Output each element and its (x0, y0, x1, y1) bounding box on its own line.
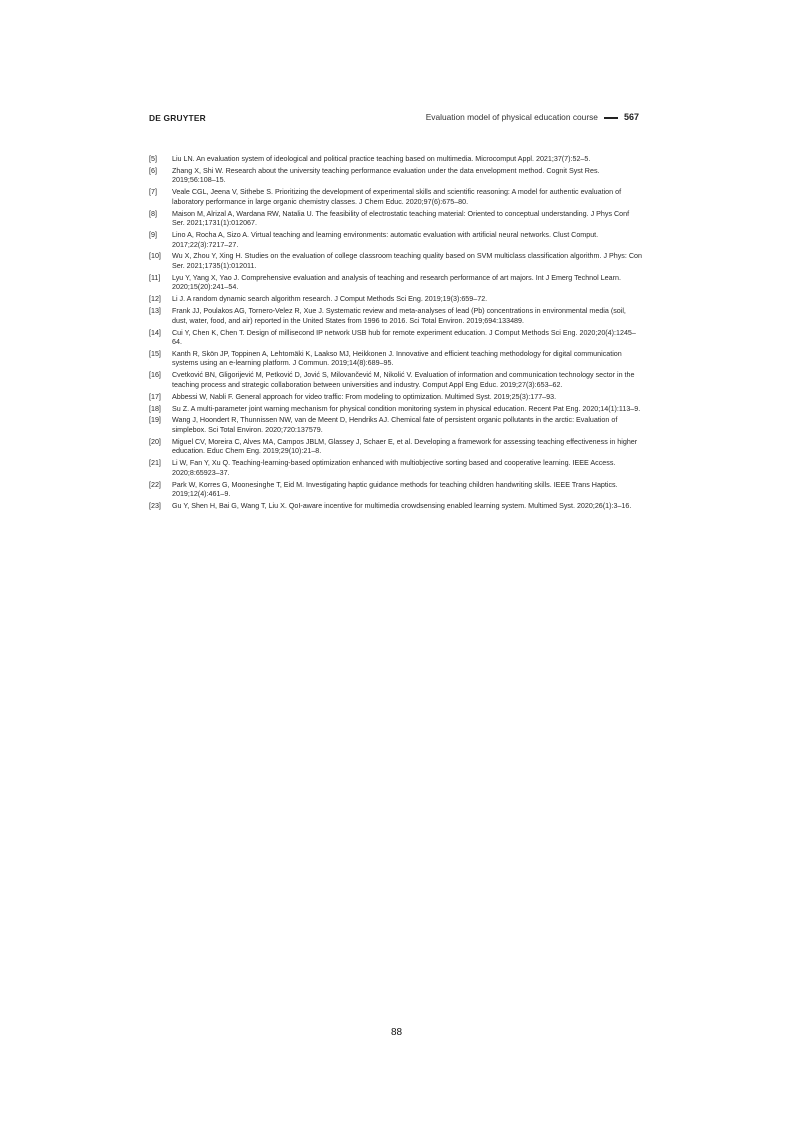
reference-number: [10] (149, 252, 161, 261)
reference-text: Veale CGL, Jeena V, Sithebe S. Prioritizing the development of experimental skills and scientific reasoning: A model for authentic evaluation of laboratory performance in large organic chemistry classes. J Chem Educ. 2020;97(6):675–80. (172, 188, 622, 206)
footer-page-number: 88 (390, 1027, 403, 1038)
reference-number: [9] (149, 231, 157, 240)
reference-item (149, 438, 643, 457)
header-dash (604, 117, 618, 119)
reference-item (149, 210, 643, 229)
reference-text: Park W, Korres G, Moonesinghe T, Eid M. Investigating haptic guidance methods for teaching children handwriting skills. IEEE Trans Haptics. 2019;12(4):461–9. (172, 480, 618, 499)
reference-number: [21] (149, 459, 161, 468)
reference-item (149, 405, 643, 415)
reference-text: Su Z. A multi-parameter joint warning mechanism for physical condition monitoring system in physical education. Recent Pat Eng. 2020;14(1):113–9. (172, 404, 641, 413)
reference-item (149, 295, 643, 305)
header-page-number: 567 (623, 112, 639, 122)
reference-text: Maison M, Alrizal A, Wardana RW, Natalia U. The feasibility of electrostatic teaching material: Oriented to conceptual understanding. J Phys Conf Ser. 2021;1731(1):012067. (172, 209, 630, 228)
reference-item (149, 274, 643, 293)
reference-number: [20] (149, 437, 161, 446)
reference-item (149, 459, 643, 478)
reference-text: Zhang X, Shi W. Research about the university teaching performance evaluation under the data envelopment method. Cognit Syst Res. 2019;56:108–15. (172, 166, 600, 185)
reference-number: [16] (149, 371, 161, 380)
reference-list (149, 155, 643, 514)
reference-text: Miguel CV, Moreira C, Alves MA, Campos JBLM, Glassey J, Schaer E, et al. Developing a framework for assessing teaching effectiveness in higher education. Educ Chem Eng. 2019;29(10):21–8. (172, 437, 638, 456)
reference-text: Cvetković BN, Gligorijević M, Petković D, Jović S, Milovančević M, Nikolić V. Evaluation of information and communication technology sector in the teaching process and strategic collaboration between universities and industry. Comput Appl Eng Educ. 2019;27(3):653–62. (172, 371, 635, 389)
reference-item (149, 416, 643, 435)
publisher-name: DE GRUYTER (149, 113, 206, 123)
reference-text: Kanth R, Skön JP, Toppinen A, Lehtomäki K, Laakso MJ, Heikkonen J. Innovative and efficient teaching methodology for digital communication systems using an e-learning platform. J Commun. 2019;14(8):689–95. (172, 349, 622, 368)
reference-number: [17] (149, 392, 161, 401)
reference-item (149, 252, 643, 271)
reference-number: [19] (149, 416, 161, 425)
reference-text: Frank JJ, Poulakos AG, Tornero-Velez R, Xue J. Systematic review and meta-analyses of lead (Pb) concentrations in environmental media (soil, dust, water, food, and air) reported in the United States from 1996 to 2016. Sci Total Environ. 2019;694:133489. (172, 307, 626, 325)
running-title: Evaluation model of physical education course (425, 112, 598, 122)
reference-text: Li W, Fan Y, Xu Q. Teaching-learning-based optimization enhanced with multiobjective sorting based and cooperative learning. IEEE Access. 2020;8:65923–37. (172, 459, 616, 477)
reference-item (149, 307, 643, 326)
page-header (149, 113, 639, 127)
reference-item (149, 393, 643, 403)
reference-item (149, 188, 643, 207)
reference-text: Cui Y, Chen K, Chen T. Design of millisecond IP network USB hub for remote experiment education. J Comput Methods Sci Eng. 2020;20(4):1245–64. (172, 328, 636, 347)
reference-number: [13] (149, 307, 161, 316)
reference-text: Wang J, Hoondert R, Thunnissen NW, van de Meent D, Hendriks AJ. Chemical fate of persistent organic pollutants in the arctic: Evaluation of simplebox. Sci Total Environ. 2020;720:137579. (172, 416, 618, 434)
reference-number: [15] (149, 349, 161, 358)
reference-text: Abbessi W, Nabli F. General approach for video traffic: From modeling to optimization. Multimed Syst. 2019;25(3):177–93. (172, 392, 557, 401)
reference-text: Lyu Y, Yang X, Yao J. Comprehensive evaluation and analysis of teaching and research performance of art majors. Int J Emerg Technol Learn. 2020;15(20):241–54. (172, 273, 621, 292)
reference-number: [5] (149, 155, 157, 163)
reference-number: [11] (149, 273, 161, 282)
reference-item (149, 502, 643, 512)
reference-number: [6] (149, 166, 157, 175)
running-title-group (426, 112, 639, 122)
reference-item (149, 329, 643, 348)
reference-item (149, 167, 643, 186)
reference-number: [14] (149, 328, 161, 337)
reference-number: [12] (149, 295, 161, 304)
reference-item (149, 350, 643, 369)
reference-text: Li J. A random dynamic search algorithm research. J Comput Methods Sci Eng. 2019;19(3):659–72. (172, 295, 488, 304)
reference-number: [18] (149, 404, 161, 413)
reference-item (149, 481, 643, 500)
reference-text: Liu LN. An evaluation system of ideological and political practice teaching based on multimedia. Microcomput Appl. 2021;37(7):52–5. (172, 155, 591, 163)
reference-number: [22] (149, 480, 161, 489)
reference-item (149, 155, 643, 165)
reference-number: [8] (149, 209, 157, 218)
reference-item (149, 231, 643, 250)
reference-text: Wu X, Zhou Y, Xing H. Studies on the evaluation of college classroom teaching quality based on SVM multiclass classification algorithm. J Phys: Con Ser. 2021;1735(1):012011. (172, 252, 642, 270)
reference-text: Lino A, Rocha A, Sizo A. Virtual teaching and learning environments: automatic evaluation with artificial neural networks. Clust Comput. 2017;22(3):7217–27. (172, 231, 599, 249)
reference-text: Gu Y, Shen H, Bai G, Wang T, Liu X. QoI-aware incentive for multimedia crowdsensing enabled learning system. Multimed Syst. 2020;26(1):3–16. (172, 502, 632, 511)
reference-number: [23] (149, 502, 161, 511)
reference-item (149, 371, 643, 390)
reference-number: [7] (149, 188, 157, 197)
